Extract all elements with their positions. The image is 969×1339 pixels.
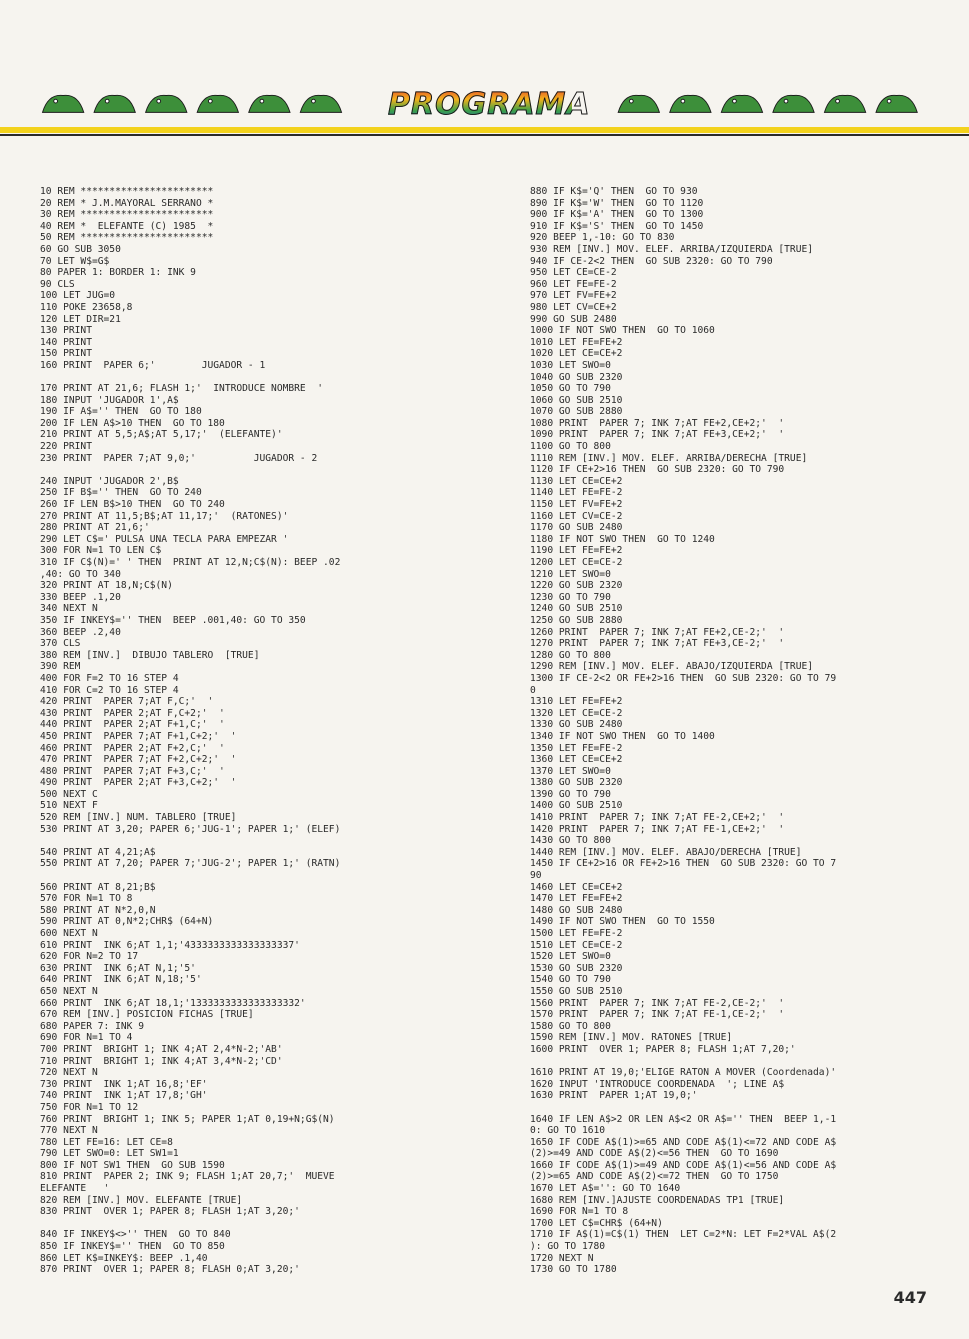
code-line: 380 REM [INV.] DIBUJO TABLERO [TRUE]	[40, 649, 260, 661]
code-line: 500 NEXT C	[40, 788, 98, 800]
code-line: 880 IF K$='Q' THEN GO TO 930	[530, 186, 698, 197]
code-line: 1350 LET FE=FE-2	[530, 742, 623, 754]
code-line: 1540 GO TO 790	[530, 974, 611, 986]
code-line: 130 PRINT	[40, 325, 92, 337]
creature-icon	[146, 95, 187, 112]
code-line: 1020 LET CE=CE+2	[530, 348, 623, 360]
code-line: 1380 GO SUB 2320	[530, 777, 623, 789]
code-line: 830 PRINT OVER 1; PAPER 8; FLASH 1;AT 3,20;'	[40, 1206, 300, 1218]
code-line	[530, 1102, 940, 1114]
code-line: 1410 PRINT PAPER 7; INK 7;AT FE-2,CE+2;' '	[530, 812, 785, 824]
code-line: 1300 IF CE-2<2 OR FE+2>16 THEN GO SUB 2320: GO TO 79	[530, 672, 837, 684]
creature-row-right-decoration	[606, 88, 936, 118]
code-line: 150 PRINT	[40, 348, 92, 360]
code-line: 80 PAPER 1: BORDER 1: INK 9	[40, 267, 196, 279]
code-line: 400 FOR F=2 TO 16 STEP 4	[40, 672, 179, 684]
code-line: 1060 GO SUB 2510	[530, 394, 623, 406]
code-line: (2)>=49 AND CODE A$(2)<=56 THEN GO TO 1690	[530, 1148, 779, 1160]
code-line: 1700 LET C$=CHR$ (64+N)	[530, 1217, 663, 1229]
code-line: 640 PRINT INK 6;AT N,18;'5'	[40, 974, 202, 986]
code-line: 1320 LET CE=CE-2	[530, 707, 623, 719]
code-line: 1390 GO TO 790	[530, 788, 611, 800]
creature-icon	[876, 95, 917, 112]
code-line: 180 INPUT 'JUGADOR 1',A$	[40, 394, 179, 406]
code-line: 680 PAPER 7: INK 9	[40, 1020, 144, 1032]
code-line: 1610 PRINT AT 19,0;'ELIGE RATON A MOVER (Coordenada)'	[530, 1067, 837, 1079]
code-line: 290 LET C$=' PULSA UNA TECLA PARA EMPEZAR '	[40, 533, 289, 545]
code-line: 910 IF K$='S' THEN GO TO 1450	[530, 220, 704, 232]
creature-icon	[773, 95, 814, 112]
code-line: 760 PRINT BRIGHT 1; INK 5; PAPER 1;AT 0,19+N;G$(N)	[40, 1113, 335, 1125]
code-line: 790 LET SWO=0: LET SW1=1	[40, 1148, 179, 1160]
code-line: 60 GO SUB 3050	[40, 243, 121, 255]
code-line: 1080 PRINT PAPER 7; INK 7;AT FE+2,CE+2;' '	[530, 417, 785, 429]
listing-column-right	[530, 186, 940, 1276]
code-line: 1440 REM [INV.] MOV. ELEF. ABAJO/DERECHA [TRUE]	[530, 846, 802, 858]
code-line	[40, 870, 440, 882]
code-line: 190 IF A$='' THEN GO TO 180	[40, 406, 202, 418]
code-line: 390 REM	[40, 661, 81, 673]
code-line: 1720 NEXT N	[530, 1252, 594, 1264]
code-line: 1630 PRINT PAPER 1;AT 19,0;'	[530, 1090, 698, 1102]
code-line: 1500 LET FE=FE-2	[530, 928, 623, 939]
header-rule-dark	[0, 134, 969, 136]
code-line: 360 BEEP .2,40	[40, 626, 121, 638]
code-line: 960 LET FE=FE-2	[530, 278, 617, 290]
code-line: 850 IF INKEY$='' THEN GO TO 850	[40, 1241, 225, 1253]
code-line: 900 IF K$='A' THEN GO TO 1300	[530, 209, 704, 221]
code-line: 580 PRINT AT N*2,0,N	[40, 904, 156, 916]
code-line: 1340 IF NOT SWO THEN GO TO 1400	[530, 730, 715, 742]
code-line: ELEFANTE '	[40, 1183, 110, 1195]
code-line	[40, 1218, 440, 1230]
code-line: 1010 LET FE=FE+2	[530, 336, 623, 348]
creature-icon	[94, 95, 135, 112]
code-line: 1000 IF NOT SWO THEN GO TO 1060	[530, 325, 715, 337]
code-line: 560 PRINT AT 8,21;B$	[40, 881, 156, 893]
code-line: 1550 GO SUB 2510	[530, 985, 623, 997]
code-line: 1250 GO SUB 2880	[530, 614, 623, 626]
code-line: 1580 GO TO 800	[530, 1020, 611, 1032]
code-line: 1140 LET FE=FE-2	[530, 487, 623, 499]
code-line: ,40: GO TO 340	[40, 568, 121, 580]
code-line: 870 PRINT OVER 1; PAPER 8; FLASH 0;AT 3,20;'	[40, 1264, 300, 1276]
code-line: 620 FOR N=2 TO 17	[40, 951, 139, 963]
code-line: 770 NEXT N	[40, 1125, 98, 1137]
code-line: 650 NEXT N	[40, 985, 98, 997]
code-line: 270 PRINT AT 11,5;B$;AT 11,17;' (RATONES)'	[40, 510, 289, 522]
code-line: 210 PRINT AT 5,5;A$;AT 5,17;' (ELEFANTE)'	[40, 429, 283, 441]
code-line: 1240 GO SUB 2510	[530, 603, 623, 615]
code-line: 700 PRINT BRIGHT 1; INK 4;AT 2,4*N-2;'AB'	[40, 1043, 283, 1055]
code-line: 90	[530, 870, 542, 882]
code-line: 730 PRINT INK 1;AT 16,8;'EF'	[40, 1078, 208, 1090]
code-line: 460 PRINT PAPER 2;AT F+2,C;' '	[40, 742, 225, 754]
creature-icon	[197, 95, 238, 112]
code-line: 260 IF LEN B$>10 THEN GO TO 240	[40, 499, 225, 511]
code-line	[40, 464, 440, 476]
code-line: 1450 IF CE+2>16 OR FE+2>16 THEN GO SUB 2320: GO TO 7	[530, 858, 837, 870]
code-line	[530, 1056, 940, 1068]
code-line	[40, 835, 440, 847]
creature-icon	[824, 95, 865, 112]
code-line: 280 PRINT AT 21,6;'	[40, 522, 150, 534]
code-line: 510 NEXT F	[40, 800, 98, 812]
code-line: 1470 LET FE=FE+2	[530, 893, 623, 905]
code-line: 630 PRINT INK 6;AT N,1;'5'	[40, 962, 196, 974]
code-line: 470 PRINT PAPER 7;AT F+2,C+2;' '	[40, 754, 237, 766]
creature-icon	[249, 95, 290, 112]
code-line: 1370 LET SWO=0	[530, 765, 611, 777]
code-line: 1680 REM [INV.]AJUSTE COORDENADAS TP1 [TRUE]	[530, 1194, 785, 1206]
code-line: 160 PRINT PAPER 6;' JUGADOR - 1	[40, 359, 266, 371]
code-line: 720 NEXT N	[40, 1067, 98, 1079]
code-line: 1360 LET CE=CE+2	[530, 754, 623, 766]
code-line: 410 FOR C=2 TO 16 STEP 4	[40, 684, 179, 696]
code-line: 430 PRINT PAPER 2;AT F,C+2;' '	[40, 707, 225, 719]
code-line: 940 IF CE-2<2 THEN GO SUB 2320: GO TO 790	[530, 255, 773, 267]
code-line: 1400 GO SUB 2510	[530, 800, 623, 812]
code-line: 1560 PRINT PAPER 7; INK 7;AT FE-2,CE-2;' '	[530, 997, 785, 1009]
code-line: 1600 PRINT OVER 1; PAPER 8; FLASH 1;AT 7,20;'	[530, 1043, 796, 1055]
code-line: 980 LET CV=CE+2	[530, 301, 617, 313]
creature-icon	[618, 95, 659, 112]
code-line: 530 PRINT AT 3,20; PAPER 6;'JUG-1'; PAPER 1;' (ELEF)	[40, 823, 341, 835]
code-line: 1090 PRINT PAPER 7; INK 7;AT FE+3,CE+2;' '	[530, 429, 785, 441]
code-line: 750 FOR N=1 TO 12	[40, 1101, 139, 1113]
code-line: 70 LET W$=G$	[40, 255, 110, 267]
code-line: 1430 GO TO 800	[530, 835, 611, 847]
code-line: 670 REM [INV.] POSICION FICHAS [TRUE]	[40, 1009, 254, 1021]
code-line: 590 PRINT AT 0,N*2;CHR$ (64+N)	[40, 916, 214, 928]
code-line: 100 LET JUG=0	[40, 290, 116, 302]
code-line: 220 PRINT	[40, 441, 92, 453]
header-rule-yellow	[0, 127, 969, 133]
code-line: 230 PRINT PAPER 7;AT 9,0;' JUGADOR - 2	[40, 452, 318, 464]
code-line: 1520 LET SWO=0	[530, 951, 611, 963]
code-line: 1230 GO TO 790	[530, 591, 611, 603]
creature-row-left-decoration	[30, 88, 370, 118]
code-line: 10 REM ***********************	[40, 186, 214, 197]
code-line: 660 PRINT INK 6;AT 18,1;'1333333333333333332'	[40, 997, 306, 1009]
code-line: 170 PRINT AT 21,6; FLASH 1;' INTRODUCE NOMBRE '	[40, 383, 324, 395]
code-line: 1670 LET A$='': GO TO 1640	[530, 1183, 681, 1195]
code-line: 30 REM ***********************	[40, 209, 214, 221]
code-line: 550 PRINT AT 7,20; PAPER 7;'JUG-2'; PAPER 1;' (RATN)	[40, 858, 341, 870]
code-line: 920 BEEP 1,-10: GO TO 830	[530, 232, 675, 244]
code-line: 1480 GO SUB 2480	[530, 904, 623, 916]
code-line: 1120 IF CE+2>16 THEN GO SUB 2320: GO TO 790	[530, 464, 785, 476]
code-line: 90 CLS	[40, 278, 75, 290]
code-line: 120 LET DIR=21	[40, 313, 121, 325]
code-line: 1280 GO TO 800	[530, 649, 611, 661]
code-line: 1620 INPUT 'INTRODUCE COORDENADA '; LINE A$	[530, 1078, 785, 1090]
code-line: (2)>=65 AND CODE A$(2)<=72 THEN GO TO 1750	[530, 1171, 779, 1183]
code-line: 420 PRINT PAPER 7;AT F,C;' '	[40, 696, 214, 708]
code-line: 840 IF INKEY$<>'' THEN GO TO 840	[40, 1229, 231, 1241]
code-line: 1510 LET CE=CE-2	[530, 939, 623, 951]
code-line: 1590 REM [INV.] MOV. RATONES [TRUE]	[530, 1032, 733, 1044]
code-line: 600 NEXT N	[40, 928, 98, 939]
code-line: 370 CLS	[40, 638, 81, 650]
code-line: 490 PRINT PAPER 2;AT F+3,C+2;' '	[40, 777, 237, 789]
code-line: 50 REM ***********************	[40, 232, 214, 244]
code-line: 1270 PRINT PAPER 7; INK 7;AT FE+3,CE-2;' '	[530, 638, 785, 650]
code-line: 1190 LET FE=FE+2	[530, 545, 623, 557]
code-line: 1040 GO SUB 2320	[530, 371, 623, 383]
code-line: 1490 IF NOT SWO THEN GO TO 1550	[530, 916, 715, 928]
code-line: 1640 IF LEN A$>2 OR LEN A$<2 OR A$='' THEN BEEP 1,-1	[530, 1113, 837, 1125]
code-line: 780 LET FE=16: LET CE=8	[40, 1136, 173, 1148]
code-line: 1100 GO TO 800	[530, 441, 611, 453]
code-line: 1070 GO SUB 2880	[530, 406, 623, 418]
code-line: 890 IF K$='W' THEN GO TO 1120	[530, 197, 704, 209]
code-line: 710 PRINT BRIGHT 1; INK 4;AT 3,4*N-2;'CD'	[40, 1055, 283, 1067]
code-line: 1290 REM [INV.] MOV. ELEF. ABAJO/IZQUIERDA [TRUE]	[530, 661, 814, 673]
code-line: 1650 IF CODE A$(1)>=65 AND CODE A$(1)<=72 AND CODE A$	[530, 1136, 837, 1148]
code-line: 610 PRINT INK 6;AT 1,1;'4333333333333333337'	[40, 939, 300, 951]
code-line: 1730 GO TO 1780	[530, 1264, 617, 1276]
creature-icon	[43, 95, 84, 112]
code-line: 1660 IF CODE A$(1)>=49 AND CODE A$(1)<=56 AND CODE A$	[530, 1159, 837, 1171]
code-line: 950 LET CE=CE-2	[530, 267, 617, 279]
code-line: 1130 LET CE=CE+2	[530, 475, 623, 487]
code-line: 1310 LET FE=FE+2	[530, 696, 623, 708]
page-number: 447	[893, 1288, 927, 1307]
code-line: 1180 IF NOT SWO THEN GO TO 1240	[530, 533, 715, 545]
code-line: 800 IF NOT SW1 THEN GO SUB 1590	[40, 1159, 225, 1171]
code-line: 200 IF LEN A$>10 THEN GO TO 180	[40, 417, 225, 429]
code-line: 1570 PRINT PAPER 7; INK 7;AT FE-1,CE-2;' '	[530, 1009, 785, 1021]
code-line: 540 PRINT AT 4,21;A$	[40, 846, 156, 858]
code-line: 350 IF INKEY$='' THEN BEEP .001,40: GO TO 350	[40, 614, 306, 626]
code-line: 970 LET FV=FE+2	[530, 290, 617, 302]
code-line: 1110 REM [INV.] MOV. ELEF. ARRIBA/DERECHA [TRUE]	[530, 452, 808, 464]
code-line: 310 IF C$(N)=' ' THEN PRINT AT 12,N;C$(N): BEEP .02	[40, 557, 341, 568]
code-line: 1690 FOR N=1 TO 8	[530, 1206, 629, 1218]
listing-column-left	[40, 186, 440, 1276]
code-line: 1210 LET SWO=0	[530, 568, 611, 580]
code-line: 250 IF B$='' THEN GO TO 240	[40, 487, 202, 499]
code-line: 440 PRINT PAPER 2;AT F+1,C;' '	[40, 719, 225, 731]
code-line: 1710 IF A$(1)=C$(1) THEN LET C=2*N: LET F=2*VAL A$(2	[530, 1229, 837, 1241]
code-line: 810 PRINT PAPER 2; INK 9; FLASH 1;AT 20,7;' MUEVE	[40, 1171, 335, 1183]
code-line: 860 LET K$=INKEY$: BEEP .1,40	[40, 1252, 208, 1264]
code-line: 1150 LET FV=FE+2	[530, 499, 623, 511]
code-line: 480 PRINT PAPER 7;AT F+3,C;' '	[40, 765, 225, 777]
code-line: 1160 LET CV=CE-2	[530, 510, 623, 522]
code-line: 1260 PRINT PAPER 7; INK 7;AT FE+2,CE-2;' '	[530, 626, 785, 638]
code-line: 740 PRINT INK 1;AT 17,8;'GH'	[40, 1090, 208, 1102]
code-line: 1200 LET CE=CE-2	[530, 557, 623, 568]
code-line: 1030 LET SWO=0	[530, 359, 611, 371]
code-line: 1420 PRINT PAPER 7; INK 7;AT FE-1,CE+2;' '	[530, 823, 785, 835]
code-line	[40, 372, 440, 384]
creature-icon	[721, 95, 762, 112]
code-line: ): GO TO 1780	[530, 1241, 606, 1253]
code-line: 40 REM * ELEFANTE (C) 1985 *	[40, 220, 214, 232]
code-line: 820 REM [INV.] MOV. ELEFANTE [TRUE]	[40, 1194, 243, 1206]
code-line: 990 GO SUB 2480	[530, 313, 617, 325]
code-line: 1050 GO TO 790	[530, 383, 611, 395]
code-line: 450 PRINT PAPER 7;AT F+1,C+2;' '	[40, 730, 237, 742]
code-line: 140 PRINT	[40, 336, 92, 348]
creature-icon	[670, 95, 711, 112]
code-line: 1530 GO SUB 2320	[530, 962, 623, 974]
code-line: 330 BEEP .1,20	[40, 591, 121, 603]
code-line: 1460 LET CE=CE+2	[530, 881, 623, 893]
code-line: 0: GO TO 1610	[530, 1125, 606, 1137]
code-line: 1330 GO SUB 2480	[530, 719, 623, 731]
code-line: 240 INPUT 'JUGADOR 2',B$	[40, 475, 179, 487]
code-line: 0	[530, 684, 536, 696]
code-line: 340 NEXT N	[40, 603, 98, 615]
code-line: 520 REM [INV.] NUM. TABLERO [TRUE]	[40, 812, 237, 824]
code-line: 320 PRINT AT 18,N;C$(N)	[40, 580, 173, 592]
code-line: 690 FOR N=1 TO 4	[40, 1032, 133, 1044]
code-line: 570 FOR N=1 TO 8	[40, 893, 133, 905]
code-line: 110 POKE 23658,8	[40, 301, 133, 313]
section-title: PROGRAMA	[388, 87, 591, 122]
code-line: 1220 GO SUB 2320	[530, 580, 623, 592]
code-line: 20 REM * J.M.MAYORAL SERRANO *	[40, 197, 214, 209]
code-line: 300 FOR N=1 TO LEN C$	[40, 545, 162, 557]
code-line: 1170 GO SUB 2480	[530, 522, 623, 534]
creature-icon	[300, 95, 341, 112]
code-line: 930 REM [INV.] MOV. ELEF. ARRIBA/IZQUIERDA [TRUE]	[530, 243, 814, 255]
